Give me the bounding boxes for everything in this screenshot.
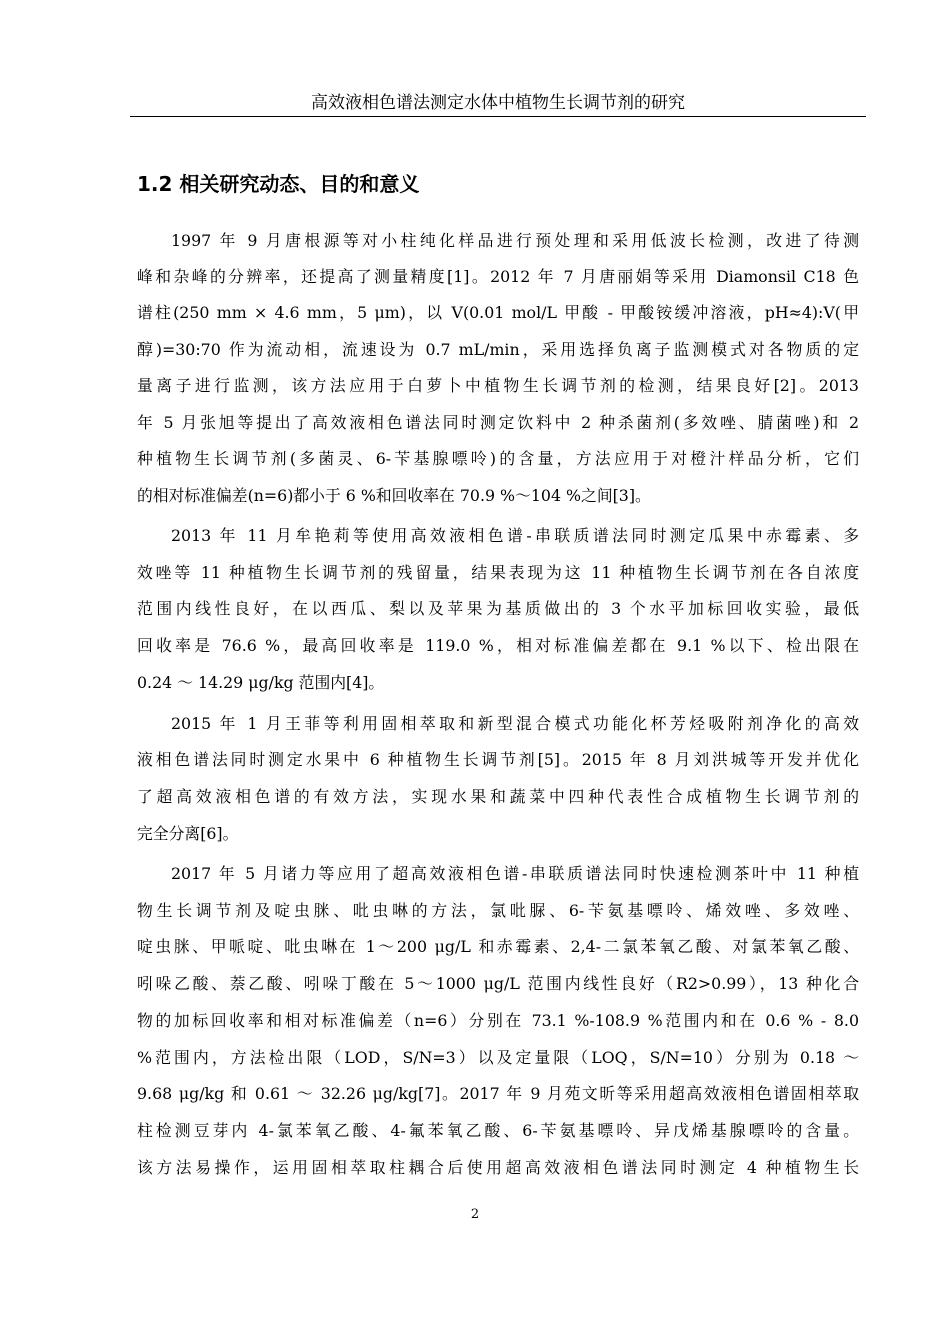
paragraph-line: 9.68 μg/kg 和 0.61 ～ 32.26 μg/kg[7]。2017 年 9 月苑文昕等采用超高效液相色谱固相萃取 bbox=[137, 1084, 859, 1103]
paragraph-line: 0.24 ～ 14.29 μg/kg 范围内[4]。 bbox=[137, 673, 385, 692]
paragraph-line: 谱柱(250 mm × 4.6 mm，5 μm)，以 V(0.01 mol/L 甲酸 - 甲酸铵缓冲溶液，pH≈4):V(甲 bbox=[137, 303, 859, 322]
paragraph-line: 2015 年 1 月王菲等利用固相萃取和新型混合模式功能化杯芳烃吸附剂净化的高效 bbox=[171, 714, 859, 733]
paragraph-line: 范围内线性良好，在以西瓜、梨以及苹果为基质做出的 3 个水平加标回收实验，最低 bbox=[137, 599, 859, 618]
paragraph-line: 峰和杂峰的分辨率，还提高了测量精度[1]。2012 年 7 月唐丽娟等采用 Diamonsil C18 色 bbox=[137, 267, 859, 286]
paragraph-line: 1997 年 9 月唐根源等对小柱纯化样品进行预处理和采用低波长检测，改进了待测 bbox=[171, 231, 859, 250]
paragraph-line: 醇)=30:70 作为流动相，流速设为 0.7 mL/min，采用选择负离子监测模式对各物质的定 bbox=[137, 340, 859, 359]
header-rule bbox=[130, 116, 866, 117]
paragraph-line: 物生长调节剂及啶虫脒、吡虫啉的方法，氯吡脲、6-苄氨基嘌呤、烯效唑、多效唑、 bbox=[137, 901, 859, 920]
paragraph-line: 2013 年 11 月牟艳莉等使用高效液相色谱-串联质谱法同时测定瓜果中赤霉素、多 bbox=[171, 526, 859, 545]
page-number: 2 bbox=[470, 1207, 480, 1222]
paragraph-line: 种植物生长调节剂(多菌灵、6-苄基腺嘌呤)的含量，方法应用于对橙汁样品分析，它们 bbox=[137, 449, 859, 468]
paragraph-line: 吲哚乙酸、萘乙酸、吲哚丁酸在 5～1000 μg/L 范围内线性良好（R2>0.99），13 种化合 bbox=[137, 974, 859, 993]
paragraph-line: 的相对标准偏差(n=6)都小于 6 %和回收率在 70.9 %～104 %之间[3]。 bbox=[137, 486, 651, 505]
running-header: 高效液相色谱法测定水体中植物生长调节剂的研究 bbox=[311, 93, 685, 113]
paragraph-line: 回收率是 76.6 %，最高回收率是 119.0 %，相对标准偏差都在 9.1 %以下、检出限在 bbox=[137, 636, 859, 655]
paragraph-line: 年 5 月张旭等提出了高效液相色谱法同时测定饮料中 2 种杀菌剂(多效唑、腈菌唑)和 2 bbox=[137, 413, 859, 432]
paragraph-line: 物的加标回收率和相对标准偏差（n=6）分别在 73.1 %-108.9 %范围内和在 0.6 % - 8.0 bbox=[137, 1011, 859, 1030]
paragraph-line: %范围内，方法检出限（LOD，S/N=3）以及定量限（LOQ，S/N=10）分别为 0.18 ～ bbox=[137, 1048, 859, 1067]
paragraph-line: 了超高效液相色谱的有效方法，实现水果和蔬菜中四种代表性合成植物生长调节剂的 bbox=[137, 787, 859, 806]
paragraph-line: 效唑等 11 种植物生长调节剂的残留量，结果表现为这 11 种植物生长调节剂在各自浓度 bbox=[137, 563, 859, 582]
paragraph-line: 量离子进行监测，该方法应用于白萝卜中植物生长调节剂的检测，结果良好[2]。2013 bbox=[137, 376, 859, 395]
paragraph-line: 啶虫脒、甲哌啶、吡虫啉在 1～200 μg/L 和赤霉素、2,4-二氯苯氧乙酸、对氯苯氧乙酸、 bbox=[137, 937, 859, 956]
paragraph-line: 完全分离[6]。 bbox=[137, 824, 239, 843]
paragraph-line: 柱检测豆芽内 4-氯苯氧乙酸、4-氟苯氧乙酸、6-苄氨基嘌呤、异戊烯基腺嘌呤的含量。 bbox=[137, 1121, 859, 1140]
paragraph-line: 液相色谱法同时测定水果中 6 种植物生长调节剂[5]。2015 年 8 月刘洪城等开发并优化 bbox=[137, 750, 859, 769]
section-heading: 1.2 相关研究动态、目的和意义 bbox=[137, 172, 420, 196]
paragraph-line: 2017 年 5 月诸力等应用了超高效液相色谱-串联质谱法同时快速检测茶叶中 11 种植 bbox=[171, 864, 859, 883]
paragraph-line: 该方法易操作，运用固相萃取柱耦合后使用超高效液相色谱法同时测定 4 种植物生长 bbox=[137, 1158, 859, 1177]
